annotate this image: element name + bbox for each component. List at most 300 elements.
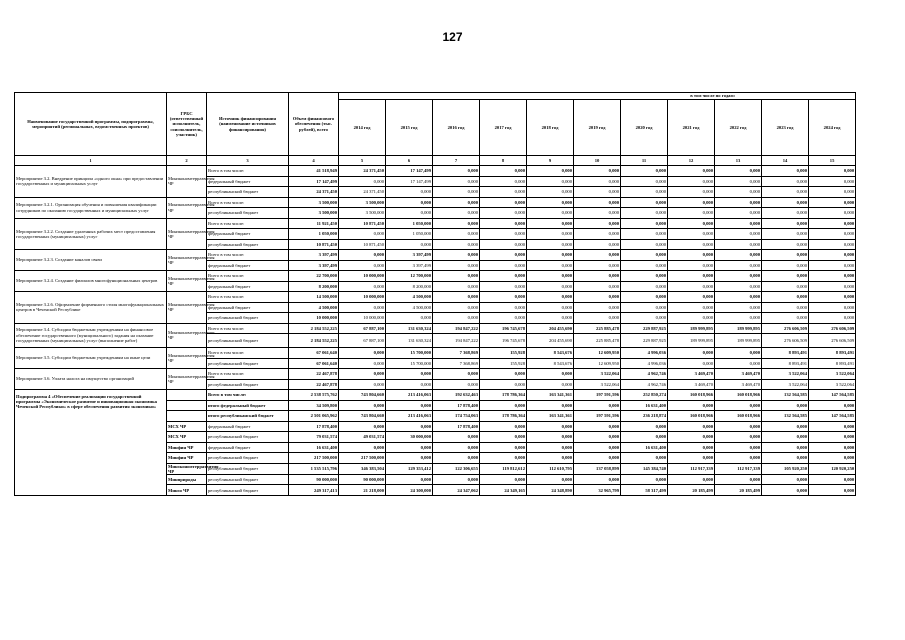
value-cell: 0,000 bbox=[433, 218, 480, 229]
value-cell: 0,000 bbox=[762, 229, 809, 240]
value-cell: 0,000 bbox=[339, 250, 386, 261]
value-cell: 163 341,361 bbox=[527, 411, 574, 422]
column-index: 14 bbox=[762, 156, 809, 166]
value-cell: 11 921,450 bbox=[289, 218, 339, 229]
value-cell: 120 920,250 bbox=[809, 463, 856, 474]
value-cell: 0,000 bbox=[433, 260, 480, 271]
value-cell: 276 606,509 bbox=[809, 323, 856, 334]
value-cell: 3 500,000 bbox=[339, 208, 386, 219]
value-cell: 112 610,795 bbox=[527, 463, 574, 474]
value-cell: 0,000 bbox=[668, 400, 715, 411]
value-cell: 0,000 bbox=[480, 281, 527, 292]
header-year: 2021 год bbox=[668, 100, 715, 156]
value-cell: 16 631,400 bbox=[289, 442, 339, 453]
value-cell: 0,000 bbox=[762, 239, 809, 250]
value-cell: 249 317,413 bbox=[289, 485, 339, 496]
value-cell: 0,000 bbox=[715, 302, 762, 313]
value-cell: 0,000 bbox=[480, 250, 527, 261]
value-cell: 17 147,499 bbox=[289, 176, 339, 187]
value-cell: 0,000 bbox=[433, 379, 480, 390]
column-index: 12 bbox=[668, 156, 715, 166]
measure-name: Мероприятие 3.2.2. Создание удаленных рабочих мест предоставления государственных (муниципальных) услуг bbox=[15, 218, 167, 250]
value-cell: 0,000 bbox=[668, 442, 715, 453]
source-cell: республиканский бюджет bbox=[207, 474, 289, 485]
value-cell: 3 522,064 bbox=[762, 369, 809, 380]
value-cell: 217 500,000 bbox=[289, 453, 339, 464]
value-cell: 0,000 bbox=[527, 400, 574, 411]
value-cell: 0,000 bbox=[386, 239, 433, 250]
column-index: 10 bbox=[574, 156, 621, 166]
value-cell: 0,000 bbox=[574, 166, 621, 177]
value-cell: 0,000 bbox=[527, 421, 574, 432]
header-year: 2014 год bbox=[339, 100, 386, 156]
value-cell: 0,000 bbox=[574, 250, 621, 261]
value-cell: 0,000 bbox=[668, 166, 715, 177]
value-cell: 0,000 bbox=[527, 239, 574, 250]
source-cell: Всего в том числе: bbox=[207, 166, 289, 177]
source-cell: федеральный бюджет bbox=[207, 176, 289, 187]
value-cell: 0,000 bbox=[621, 271, 668, 282]
value-cell: 0,000 bbox=[809, 432, 856, 443]
value-cell: 14 500,000 bbox=[289, 292, 339, 303]
value-cell: 0,000 bbox=[715, 271, 762, 282]
value-cell: 10 000,000 bbox=[289, 313, 339, 324]
value-cell: 24 371,450 bbox=[289, 187, 339, 198]
table-row bbox=[15, 369, 856, 380]
value-cell: 178 786,364 bbox=[480, 411, 527, 422]
value-cell: 0,000 bbox=[809, 400, 856, 411]
value-cell: 0,000 bbox=[668, 453, 715, 464]
value-cell: 4 996,036 bbox=[621, 358, 668, 369]
value-cell: 196 745,678 bbox=[480, 334, 527, 348]
header-year: 2016 год bbox=[433, 100, 480, 156]
value-cell: 743 804,660 bbox=[339, 411, 386, 422]
grbs-cell: Минэкономтерразвития ЧР bbox=[167, 218, 207, 250]
column-index: 6 bbox=[386, 156, 433, 166]
value-cell: 252 850,274 bbox=[621, 390, 668, 401]
finance-table-sheet bbox=[14, 92, 855, 496]
column-index: 2 bbox=[167, 156, 207, 166]
value-cell: 0,000 bbox=[433, 432, 480, 443]
value-cell: 20 185,499 bbox=[715, 485, 762, 496]
column-index: 7 bbox=[433, 156, 480, 166]
value-cell: 0,000 bbox=[809, 250, 856, 261]
value-cell: 15 700,000 bbox=[386, 358, 433, 369]
value-cell: 0,000 bbox=[527, 208, 574, 219]
value-cell: 3 500,000 bbox=[289, 197, 339, 208]
value-cell: 0,000 bbox=[809, 260, 856, 271]
value-cell: 0,000 bbox=[574, 260, 621, 271]
value-cell: 67 061,640 bbox=[289, 358, 339, 369]
value-cell: 0,000 bbox=[668, 187, 715, 198]
value-cell: 0,000 bbox=[668, 239, 715, 250]
value-cell: 0,000 bbox=[621, 474, 668, 485]
value-cell: 0,000 bbox=[527, 271, 574, 282]
value-cell: 0,000 bbox=[386, 379, 433, 390]
value-cell: 0,000 bbox=[480, 187, 527, 198]
value-cell: 0,000 bbox=[762, 260, 809, 271]
value-cell: 0,000 bbox=[527, 442, 574, 453]
value-cell: 0,000 bbox=[715, 218, 762, 229]
value-cell: 197 591,596 bbox=[574, 390, 621, 401]
value-cell: 0,000 bbox=[339, 176, 386, 187]
value-cell: 34 509,800 bbox=[289, 400, 339, 411]
grbs-cell: Минэкономтерразвития ЧР bbox=[167, 197, 207, 218]
grbs-cell: Минэкономтерразвития ЧР bbox=[168, 463, 219, 474]
value-cell: 0,000 bbox=[574, 208, 621, 219]
column-index: 11 bbox=[621, 156, 668, 166]
value-cell: 0,000 bbox=[668, 358, 715, 369]
value-cell: 196 745,678 bbox=[480, 323, 527, 334]
value-cell: 0,000 bbox=[762, 400, 809, 411]
value-cell: 41 518,949 bbox=[289, 166, 339, 177]
grbs-cell: Минфин ЧР bbox=[167, 442, 207, 453]
value-cell: 4 996,036 bbox=[621, 348, 668, 359]
value-cell: 0,000 bbox=[621, 239, 668, 250]
source-cell: итого республиканский бюджет bbox=[207, 411, 289, 422]
value-cell: 4 962,746 bbox=[621, 369, 668, 380]
value-cell: 0,000 bbox=[668, 208, 715, 219]
value-cell: 0,000 bbox=[762, 271, 809, 282]
value-cell: 4 500,000 bbox=[386, 292, 433, 303]
value-cell: 79 031,574 bbox=[289, 432, 339, 443]
value-cell: 132 564,585 bbox=[762, 411, 809, 422]
value-cell: 112 917,339 bbox=[668, 463, 715, 474]
grbs-cell: Минэкономтерразвития ЧР bbox=[167, 348, 207, 369]
value-cell: 3 500,000 bbox=[339, 197, 386, 208]
value-cell: 0,000 bbox=[809, 485, 856, 496]
value-cell: 0,000 bbox=[621, 432, 668, 443]
source-cell: республиканский бюджет bbox=[207, 432, 289, 443]
value-cell: 145 384,740 bbox=[621, 463, 668, 474]
value-cell: 0,000 bbox=[809, 442, 856, 453]
header-source: Источник финансирования (наименование источников финансирования) bbox=[207, 93, 289, 156]
grbs-cell: Минэкономтерразвития ЧР bbox=[167, 250, 207, 271]
grbs-cell: МСХ ЧР bbox=[167, 432, 207, 443]
value-cell: 0,000 bbox=[480, 197, 527, 208]
value-cell: 0,000 bbox=[386, 369, 433, 380]
value-cell: 137 058,899 bbox=[574, 463, 621, 474]
value-cell: 204 455,690 bbox=[527, 323, 574, 334]
source-cell: республиканский бюджет bbox=[207, 453, 289, 464]
value-cell: 0,000 bbox=[762, 474, 809, 485]
grbs-cell: Минэкономтерразвития ЧР bbox=[167, 292, 207, 324]
value-cell: 12 609,950 bbox=[574, 348, 621, 359]
value-cell: 0,000 bbox=[480, 239, 527, 250]
value-cell: 0,000 bbox=[715, 442, 762, 453]
value-cell: 21 218,000 bbox=[339, 485, 386, 496]
value-cell: 0,000 bbox=[574, 239, 621, 250]
column-index: 1 bbox=[15, 156, 167, 166]
source-cell: республиканский бюджет bbox=[207, 187, 289, 198]
value-cell: 0,000 bbox=[433, 369, 480, 380]
value-cell: 3 397,499 bbox=[289, 250, 339, 261]
value-cell: 67 061,640 bbox=[289, 348, 339, 359]
measure-name: Мероприятие 3.2.4. Создание филиалов многофункциональных центров bbox=[15, 271, 167, 292]
column-index: 5 bbox=[339, 156, 386, 166]
value-cell: 0,000 bbox=[386, 197, 433, 208]
measure-name: Мероприятие 3.2. Внедрение принципа «одного окна» при предоставлении государственных и муниципальных услуг bbox=[15, 166, 167, 198]
value-cell: 194 847,222 bbox=[433, 334, 480, 348]
value-cell: 20 185,499 bbox=[668, 485, 715, 496]
value-cell: 0,000 bbox=[715, 250, 762, 261]
value-cell: 10 871,450 bbox=[339, 218, 386, 229]
value-cell: 0,000 bbox=[809, 229, 856, 240]
value-cell: 0,000 bbox=[809, 281, 856, 292]
value-cell: 16 631,400 bbox=[621, 442, 668, 453]
value-cell: 0,000 bbox=[574, 176, 621, 187]
value-cell: 0,000 bbox=[433, 208, 480, 219]
grbs-cell bbox=[167, 411, 207, 422]
value-cell: 0,000 bbox=[762, 281, 809, 292]
value-cell: 7 368,869 bbox=[433, 348, 480, 359]
value-cell: 0,000 bbox=[574, 453, 621, 464]
value-cell: 0,000 bbox=[574, 218, 621, 229]
source-cell: федеральный бюджет bbox=[207, 421, 289, 432]
value-cell: 0,000 bbox=[480, 166, 527, 177]
value-cell: 22 467,878 bbox=[289, 369, 339, 380]
value-cell: 2 184 552,225 bbox=[289, 334, 339, 348]
value-cell: 0,000 bbox=[715, 208, 762, 219]
value-cell: 0,000 bbox=[480, 260, 527, 271]
value-cell: 0,000 bbox=[715, 348, 762, 359]
value-cell: 3 469,470 bbox=[668, 379, 715, 390]
value-cell: 0,000 bbox=[621, 302, 668, 313]
measure-name: Мероприятие 3.4. Субсидии бюджетным учреждениям на финансовое обеспечение государственного (муниципального) задания на оказание государственных (муниципальных) услуг (выполнение работ) bbox=[15, 323, 167, 348]
value-cell: 0,000 bbox=[762, 250, 809, 261]
value-cell: 0,000 bbox=[621, 453, 668, 464]
value-cell: 0,000 bbox=[386, 442, 433, 453]
value-cell: 0,000 bbox=[339, 421, 386, 432]
table-row bbox=[15, 166, 856, 177]
value-cell: 12 609,950 bbox=[574, 358, 621, 369]
source-cell: республиканский бюджет bbox=[207, 485, 289, 496]
source-cell: Всего в том числе: bbox=[207, 218, 289, 229]
value-cell: 0,000 bbox=[715, 400, 762, 411]
value-cell: 0,000 bbox=[715, 292, 762, 303]
value-cell: 155,928 bbox=[480, 358, 527, 369]
value-cell: 0,000 bbox=[809, 302, 856, 313]
value-cell: 0,000 bbox=[433, 281, 480, 292]
value-cell: 1 535 515,796 bbox=[289, 463, 339, 474]
value-cell: 112 917,339 bbox=[715, 463, 762, 474]
value-cell: 0,000 bbox=[668, 302, 715, 313]
value-cell: 189 999,895 bbox=[715, 323, 762, 334]
value-cell: 0,000 bbox=[715, 176, 762, 187]
value-cell: 0,000 bbox=[433, 302, 480, 313]
value-cell: 0,000 bbox=[809, 176, 856, 187]
source-cell: Всего в том числе: bbox=[207, 369, 289, 380]
value-cell: 0,000 bbox=[574, 281, 621, 292]
value-cell: 0,000 bbox=[386, 421, 433, 432]
value-cell: 0,000 bbox=[480, 302, 527, 313]
value-cell: 0,000 bbox=[339, 302, 386, 313]
value-cell: 0,000 bbox=[668, 348, 715, 359]
grbs-cell: Минэо ЧР bbox=[167, 485, 207, 496]
value-cell: 0,000 bbox=[527, 281, 574, 292]
value-cell: 0,000 bbox=[809, 271, 856, 282]
value-cell: 0,000 bbox=[433, 442, 480, 453]
value-cell: 0,000 bbox=[668, 474, 715, 485]
value-cell: 119 812,612 bbox=[480, 463, 527, 474]
value-cell: 129 353,412 bbox=[386, 463, 433, 474]
value-cell: 0,000 bbox=[339, 229, 386, 240]
value-cell: 0,000 bbox=[527, 369, 574, 380]
value-cell: 276 606,509 bbox=[762, 334, 809, 348]
finance-table bbox=[14, 92, 856, 496]
value-cell: 0,000 bbox=[527, 218, 574, 229]
value-cell: 0,000 bbox=[480, 218, 527, 229]
value-cell: 0,000 bbox=[621, 260, 668, 271]
value-cell: 0,000 bbox=[574, 313, 621, 324]
value-cell: 0,000 bbox=[762, 166, 809, 177]
value-cell: 0,000 bbox=[809, 166, 856, 177]
value-cell: 58 317,499 bbox=[621, 485, 668, 496]
source-cell: республиканский бюджет bbox=[207, 379, 289, 390]
value-cell: 3 397,499 bbox=[386, 250, 433, 261]
value-cell: 8 200,000 bbox=[386, 281, 433, 292]
value-cell: 0,000 bbox=[339, 260, 386, 271]
grbs-cell: Минэкономтерразвития ЧР bbox=[167, 369, 207, 390]
value-cell: 0,000 bbox=[809, 208, 856, 219]
value-cell: 0,000 bbox=[574, 197, 621, 208]
table-row bbox=[15, 292, 856, 303]
value-cell: 0,000 bbox=[574, 442, 621, 453]
value-cell: 0,000 bbox=[762, 302, 809, 313]
header-year: 2017 год bbox=[480, 100, 527, 156]
value-cell: 8 543,676 bbox=[527, 358, 574, 369]
value-cell: 24 300,000 bbox=[386, 485, 433, 496]
source-cell: Всего в том числе: bbox=[207, 292, 289, 303]
value-cell: 0,000 bbox=[527, 197, 574, 208]
source-cell: Всего в том числе: bbox=[207, 390, 289, 401]
value-cell: 3 469,470 bbox=[668, 369, 715, 380]
value-cell: 0,000 bbox=[527, 187, 574, 198]
value-cell: 122 306,655 bbox=[433, 463, 480, 474]
value-cell: 0,000 bbox=[386, 208, 433, 219]
value-cell: 15 700,000 bbox=[386, 348, 433, 359]
table-row bbox=[15, 390, 856, 401]
value-cell: 0,000 bbox=[715, 260, 762, 271]
value-cell: 147 564,585 bbox=[809, 411, 856, 422]
value-cell: 197 591,596 bbox=[574, 411, 621, 422]
value-cell: 1 050,000 bbox=[386, 218, 433, 229]
value-cell: 189 999,895 bbox=[668, 323, 715, 334]
value-cell: 0,000 bbox=[762, 453, 809, 464]
value-cell: 0,000 bbox=[668, 313, 715, 324]
source-cell: федеральный бюджет bbox=[207, 260, 289, 271]
value-cell: 0,000 bbox=[621, 187, 668, 198]
value-cell: 0,000 bbox=[762, 485, 809, 496]
value-cell: 0,000 bbox=[668, 176, 715, 187]
value-cell: 0,000 bbox=[527, 474, 574, 485]
table-row bbox=[15, 271, 856, 282]
value-cell: 3 397,499 bbox=[386, 260, 433, 271]
table-row bbox=[15, 250, 856, 261]
value-cell: 67 887,100 bbox=[339, 334, 386, 348]
value-cell: 0,000 bbox=[621, 281, 668, 292]
value-cell: 0,000 bbox=[574, 292, 621, 303]
value-cell: 22 467,878 bbox=[289, 379, 339, 390]
value-cell: 0,000 bbox=[809, 313, 856, 324]
value-cell: 0,000 bbox=[339, 369, 386, 380]
value-cell: 24 347,062 bbox=[433, 485, 480, 496]
value-cell: 0,000 bbox=[762, 197, 809, 208]
grbs-cell: Минэкономтерразвития ЧР bbox=[167, 271, 207, 292]
value-cell: 0,000 bbox=[527, 250, 574, 261]
value-cell: 0,000 bbox=[433, 292, 480, 303]
value-cell: 0,000 bbox=[480, 292, 527, 303]
value-cell: 0,000 bbox=[480, 229, 527, 240]
value-cell: 213 416,063 bbox=[386, 390, 433, 401]
value-cell: 0,000 bbox=[809, 292, 856, 303]
header-grbs: ГРБС (ответственный исполнитель, соисполнитель, участник) bbox=[167, 93, 207, 156]
value-cell: 24 371,450 bbox=[339, 166, 386, 177]
value-cell: 0,000 bbox=[527, 313, 574, 324]
value-cell: 0,000 bbox=[433, 166, 480, 177]
value-cell: 90 000,000 bbox=[339, 474, 386, 485]
value-cell: 0,000 bbox=[809, 197, 856, 208]
value-cell: 0,000 bbox=[527, 229, 574, 240]
value-cell: 3 522,064 bbox=[574, 379, 621, 390]
value-cell: 0,000 bbox=[527, 292, 574, 303]
value-cell: 3 469,470 bbox=[715, 379, 762, 390]
value-cell: 105 920,250 bbox=[762, 463, 809, 474]
header-year: 2024 год bbox=[809, 100, 856, 156]
value-cell: 3 522,064 bbox=[762, 379, 809, 390]
value-cell: 0,000 bbox=[480, 271, 527, 282]
value-cell: 0,000 bbox=[621, 218, 668, 229]
value-cell: 0,000 bbox=[386, 453, 433, 464]
value-cell: 0,000 bbox=[386, 313, 433, 324]
measure-name: Мероприятие 3.2.3. Создание каналов связи bbox=[15, 250, 167, 271]
value-cell: 10 000,000 bbox=[339, 292, 386, 303]
value-cell: 12 700,000 bbox=[386, 271, 433, 282]
value-cell: 217 500,000 bbox=[339, 453, 386, 464]
measure-name: Мероприятие 3.6. Уплата налога на имущество организаций bbox=[15, 369, 167, 390]
value-cell: 0,000 bbox=[433, 271, 480, 282]
value-cell: 204 455,690 bbox=[527, 334, 574, 348]
value-cell: 0,000 bbox=[668, 292, 715, 303]
value-cell: 0,000 bbox=[668, 260, 715, 271]
value-cell: 163 341,361 bbox=[527, 390, 574, 401]
value-cell: 0,000 bbox=[339, 379, 386, 390]
value-cell: 0,000 bbox=[762, 187, 809, 198]
value-cell: 0,000 bbox=[668, 197, 715, 208]
value-cell: 229 887,925 bbox=[621, 334, 668, 348]
value-cell: 8 893,491 bbox=[809, 348, 856, 359]
value-cell: 0,000 bbox=[480, 432, 527, 443]
header-year: 2015 год bbox=[386, 100, 433, 156]
value-cell: 0,000 bbox=[668, 432, 715, 443]
page-number: 127 bbox=[442, 30, 463, 44]
value-cell: 0,000 bbox=[809, 421, 856, 432]
value-cell: 0,000 bbox=[574, 187, 621, 198]
value-cell: 0,000 bbox=[433, 176, 480, 187]
value-cell: 16 631,400 bbox=[621, 400, 668, 411]
table-row bbox=[15, 218, 856, 229]
source-cell: республиканский бюджет bbox=[207, 208, 289, 219]
table-header bbox=[15, 93, 856, 156]
value-cell: 0,000 bbox=[668, 271, 715, 282]
value-cell: 189 999,895 bbox=[715, 334, 762, 348]
value-cell: 229 887,925 bbox=[621, 323, 668, 334]
value-cell: 0,000 bbox=[574, 271, 621, 282]
value-cell: 0,000 bbox=[621, 176, 668, 187]
measure-name: Мероприятие 3.2.1. Организация обучения и повышения квалификации сотрудников по оказанию государственных и муниципальных услуг bbox=[15, 197, 167, 218]
source-cell: итого федеральный бюджет bbox=[207, 400, 289, 411]
header-year: 2020 год bbox=[621, 100, 668, 156]
